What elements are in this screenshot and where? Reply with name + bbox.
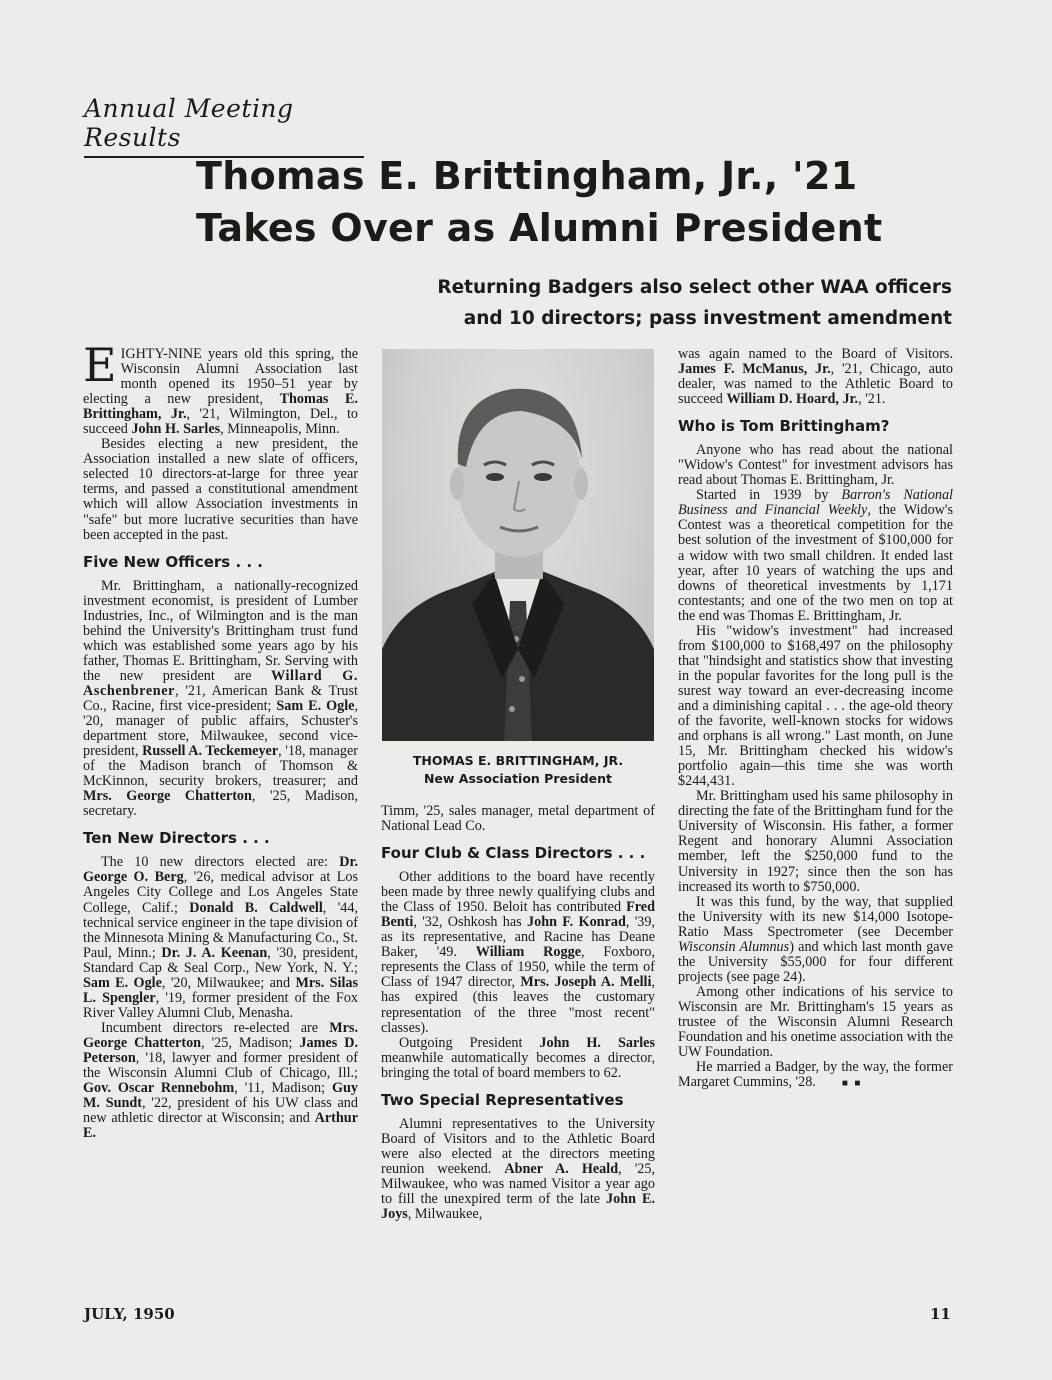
paragraph: was again named to the Board of Visitors. James F. McManus, Jr., '21, Chicago, auto dealer, was named to the Athletic Board to succeed William D. Hoard, Jr., '21. — [678, 346, 954, 408]
paragraph: Anyone who has read about the national "Widow's Contest" for investment advisors has read about Thomas E. Brittingham, Jr. — [678, 442, 953, 489]
section-heading-ten-directors: Ten New Directors . . . — [83, 829, 270, 848]
section-heading-who-is: Who is Tom Brittingham? — [678, 417, 890, 436]
portrait-illustration — [382, 349, 654, 741]
paragraph: Besides electing a new president, the Association installed a new slate of officers, selected 10 directors-at-large for three year terms, and passed a constitutional amendment which will allow Association investments in "safe" but more lucrative securities than have been accepted in the past. — [83, 436, 358, 543]
portrait-photo — [382, 349, 654, 741]
paragraph: Outgoing President John H. Sarles meanwhile automatically becomes a director, bringing the total of board members to 62. — [381, 1034, 655, 1081]
name-sarles: John H. Sarles — [131, 421, 221, 438]
caption-title: New Association President — [423, 771, 613, 786]
paragraph: Among other indications of his service to Wisconsin are Mr. Brittingham's 15 years as trustee of the Wisconsin Alumni Research Foundation and his onetime association with the UW Foundation. — [678, 983, 953, 1061]
paragraph: Other additions to the board have recently been made by three newly qualifying clubs and the Class of 1950. Beloit has contributed Fred Benti, '32, Oshkosh has John F. Konrad, '39, as its representative, and Racine has Deane Baker, '49. William Rogge, Foxboro, represents the Class of 1950, while the term of Class of 1947 director, Mrs. Joseph A. Melli, has expired (this leaves the customary representation of the three "most recent" classes). — [381, 869, 655, 1036]
paragraph: Alumni representatives to the University Board of Visitors and to the Athletic Board were also elected at the directors meeting reunion weekend. Abner A. Heald, '25, Milwaukee, who was named Visitor a year ago to fill the unexpired term of the late John E. Joys, Milwaukee, — [381, 1115, 655, 1223]
section-kicker: Annual Meeting Results — [84, 94, 364, 158]
page-number: 11 — [930, 1305, 951, 1323]
headline — [196, 150, 956, 254]
headline-line-2: Takes Over as Alumni President — [196, 206, 883, 250]
section-heading-two-special: Two Special Representatives — [381, 1090, 624, 1109]
section-heading-four-club: Four Club & Class Directors . . . — [381, 844, 646, 863]
paragraph: Mr. Brittingham, a nationally-recognized investment economist, is president of Lumber Industries, Inc., of Wilmington and is the man behind the University's Brittingham trust fund which was established some years ago by his father, Thomas E. Brittingham, Sr. Serving with the new president are Willard G. Aschenbrener, '21, American Bank & Trust Co., Racine, first vice-president; Sam E. Ogle, '20, manager of public affairs, Schuster's department store, Milwaukee, second vice-president, Russell A. Teckemeyer, '18, manager of the Madison branch of Thomson & McKinnon, security brokers, treasurer; and Mrs. George Chatterton, '25, Madison, secretary. — [83, 577, 359, 820]
paragraph: Started in 1939 by Barron's National Business and Financial Weekly, the Widow's Contest was a theoretical competition for the best solution of the investment of $100,000 for a widow with two small children. It ended last year, after 10 years of watching the ups and downs of theoretical investments by 1,171 contestants; and one of the two men on top at the end was Thomas E. Brittingham, Jr. — [678, 487, 953, 624]
article-column-1 — [83, 338, 359, 1142]
subhead-line-2: and 10 directors; pass investment amendment — [463, 308, 952, 329]
headline-line-1: Thomas E. Brittingham, Jr., '21 — [196, 154, 858, 198]
paragraph: Incumbent directors re-elected are Mrs. George Chatterton, '25, Madison; James D. Peterson, '18, lawyer and former president of the Wisconsin Alumni Club of Chicago, Ill.; Gov. Oscar Rennebohm, '11, Madison; Guy M. Sundt, '22, president of his UW class and new athletic director at Wisconsin; and Arthur E. — [83, 1019, 358, 1142]
end-mark: ■ ■ — [841, 1078, 863, 1090]
article-column-2 — [381, 804, 655, 1222]
paragraph: EIGHTY-NINE years old this spring, the Wisconsin Alumni Association last month opened its 1950–51 year by electing a new president, Thomas E. Brittingham, Jr., '21, Wilmington, Del., to succeed John H. Sarles, Minneapolis, Minn. — [83, 338, 359, 438]
drop-cap: E — [83, 338, 117, 392]
paragraph: The 10 new directors elected are: Dr. George O. Berg, '26, medical advisor at Los Angeles City College and Los Angeles State College, Calif.; Donald B. Caldwell, '44, technical service engineer in the tape division of the Minnesota Mining & Manufacturing Co., St. Paul, Minn.; Dr. J. A. Keenan, '30, president, Standard Cap & Seal Corp., New York, N. Y.; Sam E. Ogle, '20, Milwaukee; and Mrs. Silas L. Spengler, '19, former president of the Fox River Valley Alumni Club, Menasha. — [83, 854, 359, 1021]
subheadline — [330, 272, 952, 334]
photo-caption — [382, 752, 654, 788]
issue-date: JULY, 1950 — [84, 1305, 175, 1323]
name-brittingham: Thomas E. Brittingham, Jr. — [83, 391, 359, 423]
paragraph: Mr. Brittingham used his same philosophy in directing the fate of the Brittingham fund for the University of Wisconsin. His father, a former Regent and honorary Alumni Association member, left the $250,000 fund to the University in 1927; since then the son has increased its worth to $750,000. — [678, 788, 953, 895]
article-column-3 — [678, 347, 953, 1091]
paragraph: It was this fund, by the way, that supplied the University with its new $14,000 Isotope-Ratio Mass Spectrometer (see December Wisconsin Alumnus) and which last month gave the University $55,000 for four different projects (see page 24). — [678, 893, 953, 985]
caption-name: THOMAS E. BRITTINGHAM, JR. — [412, 753, 624, 768]
paragraph: Timm, '25, sales manager, metal department of National Lead Co. — [381, 803, 655, 835]
section-heading-five-officers: Five New Officers . . . — [83, 552, 263, 571]
paragraph: He married a Badger, by the way, the former Margaret Cummins, '28. ■ ■ — [678, 1059, 953, 1091]
paragraph: His "widow's investment" had increased from $100,000 to $168,497 on the philosophy that "hindsight and statistics show that investing in the popular favorites for the long pull is the surest way toward an ever-decreasing income and a diminishing capital . . . the age-old theory of the favorite, well-known stocks for widows and orphans is all wrong." Last month, on June 15, Mr. Brittingham checked his widow's portfolio again—this time she was worth $244,431. — [678, 622, 953, 790]
subhead-line-1: Returning Badgers also select other WAA officers — [437, 277, 952, 298]
